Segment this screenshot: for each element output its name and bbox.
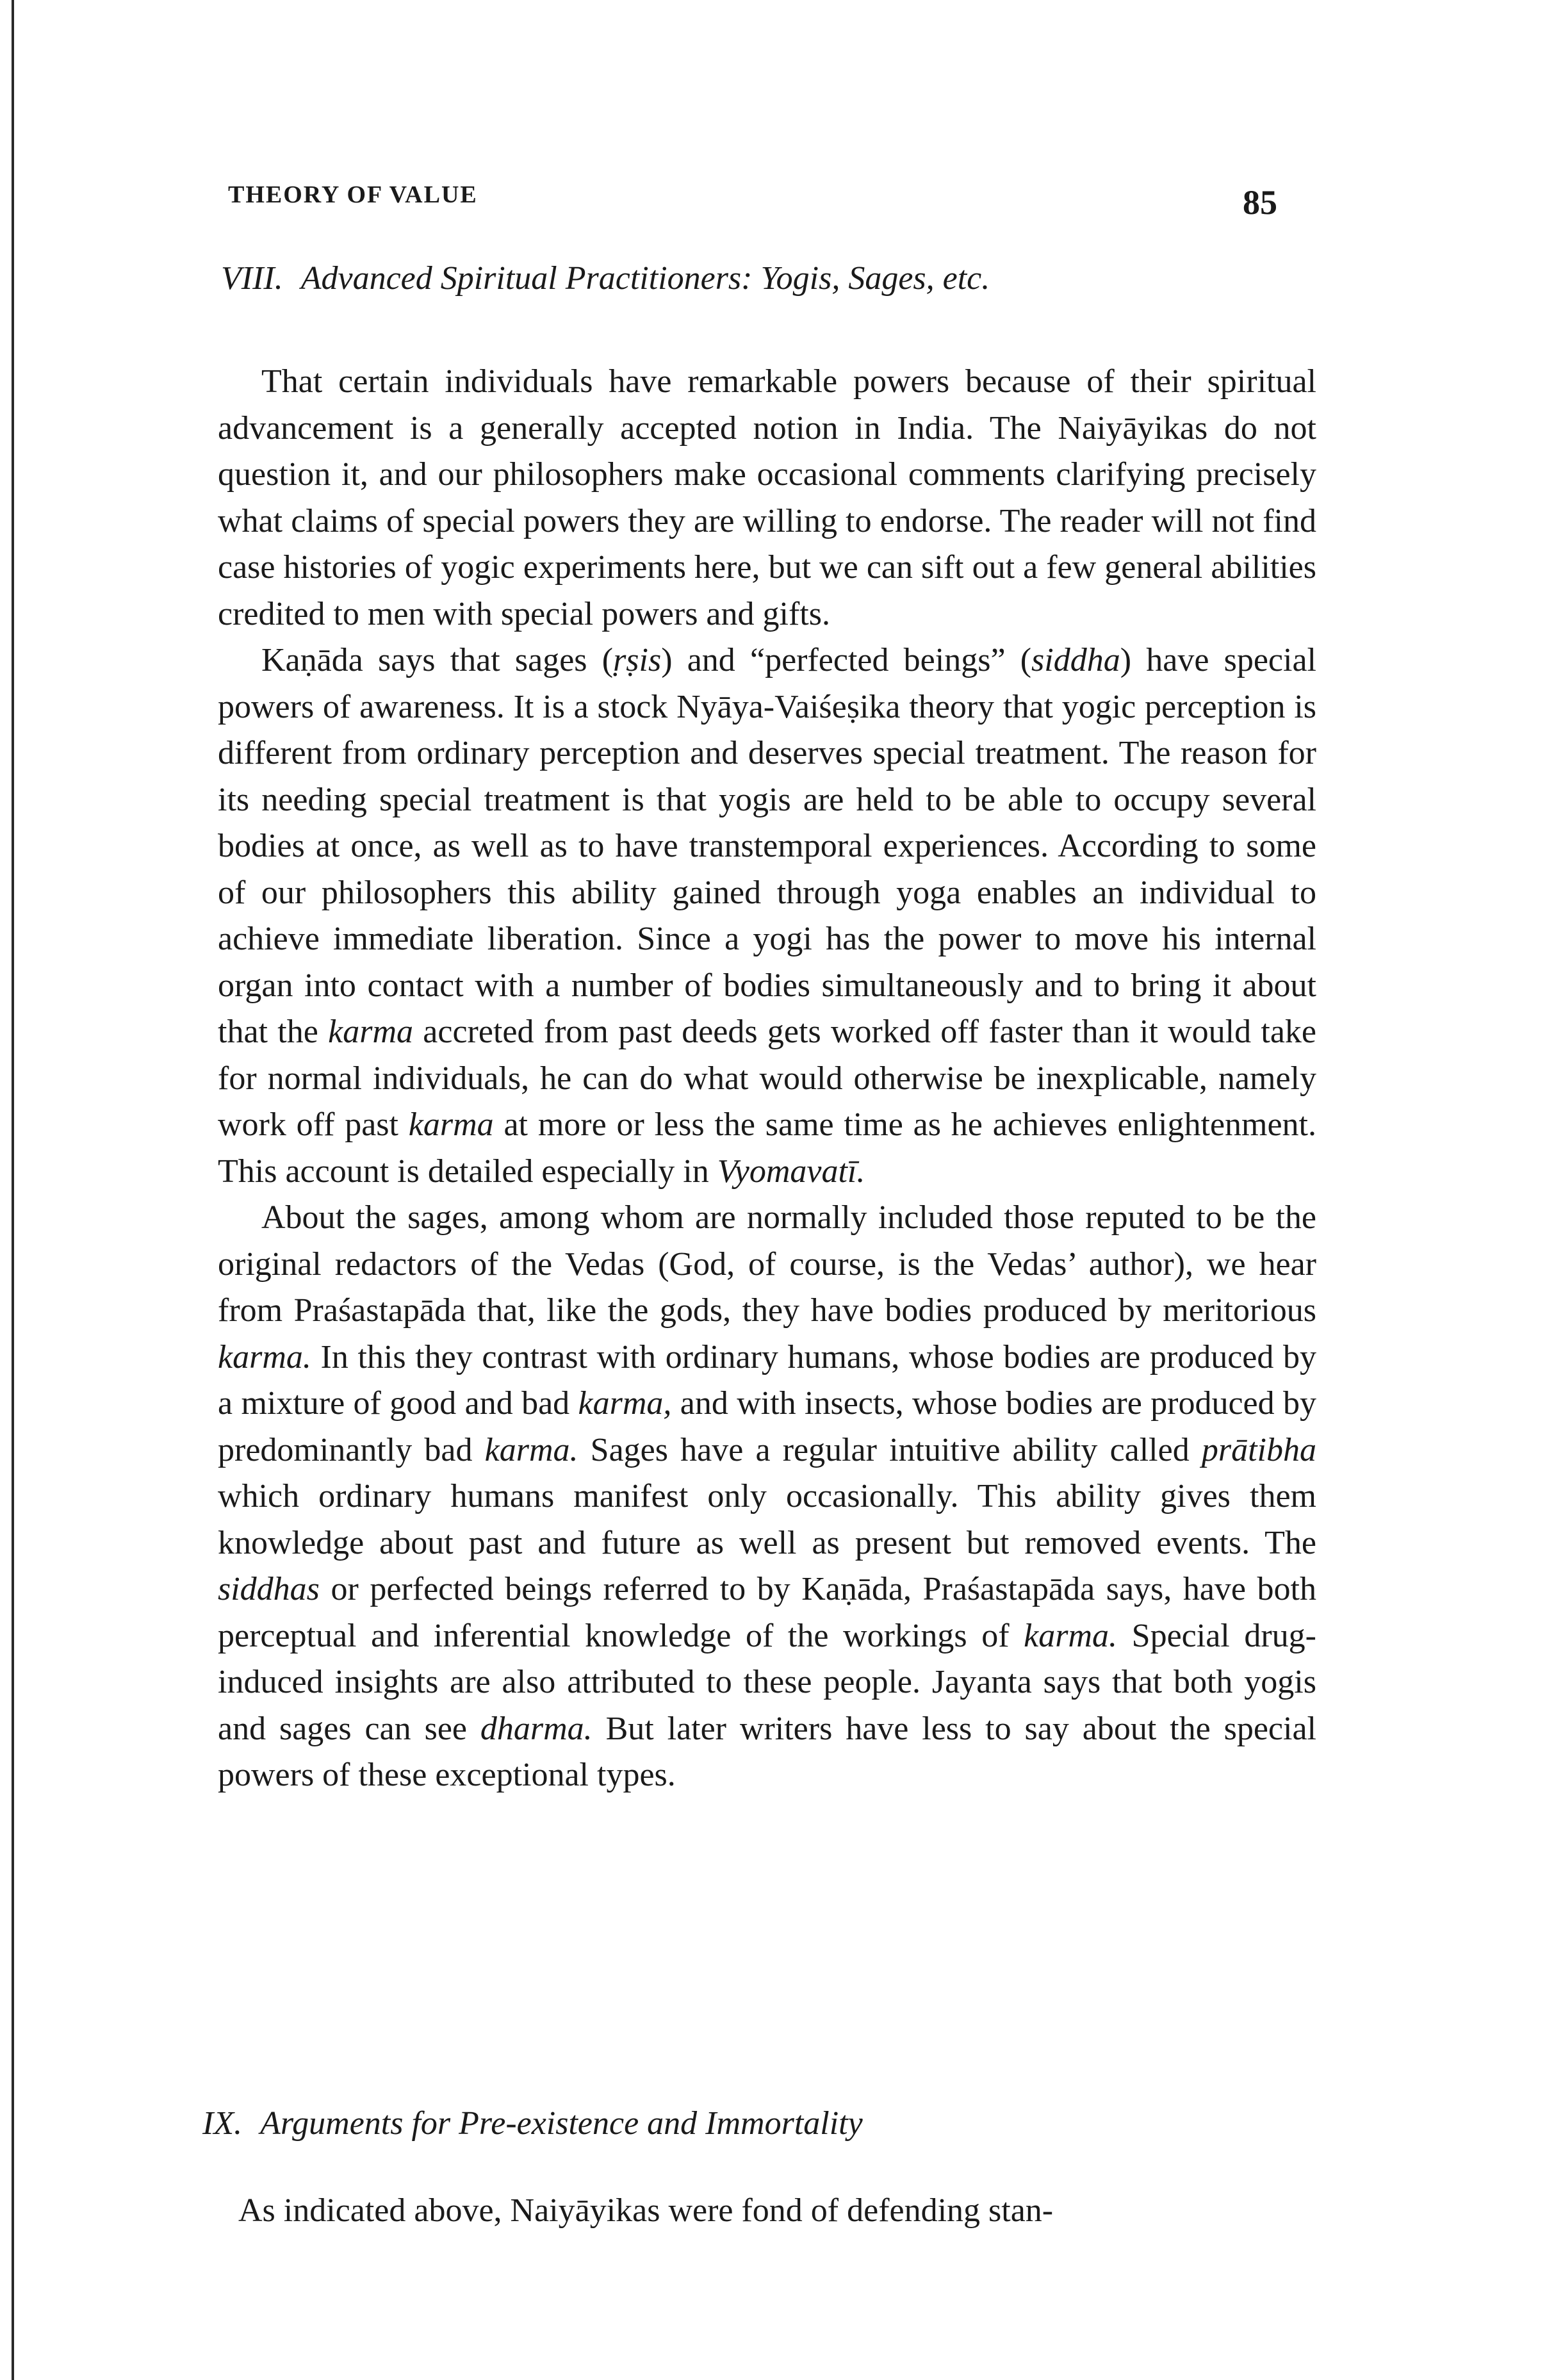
italic-term: karma. xyxy=(218,1338,311,1375)
paragraph-text: Kaṇāda says that sages ( xyxy=(261,642,614,678)
italic-term: prātibha xyxy=(1201,1431,1316,1468)
section-heading-ix xyxy=(202,2105,863,2142)
paragraph-text: ) and “perfected beings” ( xyxy=(661,642,1032,678)
italic-term: karma xyxy=(408,1106,494,1143)
section-title: Arguments for Pre-existence and Immortality xyxy=(260,2105,863,2142)
section-numeral: IX. xyxy=(202,2105,243,2142)
italic-term: siddhas xyxy=(218,1571,320,1607)
paragraph-text: But later writers have less to say about the special powers of these exceptional types. xyxy=(218,1710,1316,1793)
italic-term: siddha xyxy=(1031,642,1120,678)
paragraph-text: and with insects, whose bodies are produced by predominantly bad xyxy=(218,1385,1317,1468)
page-number: 85 xyxy=(1243,183,1277,222)
section-title: Advanced Spiritual Practitioners: Yogis, Sages, etc. xyxy=(300,260,990,297)
paragraph-text: Sages have a regular intuitive ability called xyxy=(578,1431,1202,1468)
italic-term: karma, xyxy=(578,1385,672,1422)
paragraph-text: accreted from past deeds gets worked off faster than it would take for normal individuals, he can do what would otherwise be inexplicable, namely work off past xyxy=(218,1014,1316,1143)
running-head: THEORY OF VALUE xyxy=(228,181,478,208)
paragraph-text: ) have special powers of awareness. It is a stock Nyāya-Vaiśeṣika theory that yogic perception is different from ordinary perception and deserves special treatment. The reason for its needing special treatment is that yogis are held to be able to occupy several bodies at once, as well as to have transtemporal experiences. According to some of our philosophers this ability gained through yoga enables an individual to achieve immediate liberation. Since a yogi has the power to move his internal organ into contact with a number of bodies simultaneously and to bring it about that the xyxy=(218,642,1316,1050)
paragraph-text: In this they contrast with ordinary humans, whose bodies are produced by a mixture of good and bad xyxy=(218,1338,1316,1422)
section-heading-viii xyxy=(221,259,990,297)
paragraph-text: About the sages, among whom are normally included those reputed to be the original redactors of the Vedas (God, of course, is the Vedas’ author), we hear from Praśastapāda that, like the gods, they have bodies produced by meritorious xyxy=(218,1199,1316,1329)
paragraph-text: at more or less the same time as he achieves enlightenment. This account is detailed especially in xyxy=(218,1106,1317,1190)
paragraph-text: Special drug-induced insights are also attributed to these people. Jayanta says that both yogis and sages can see xyxy=(218,1617,1316,1747)
italic-term: karma. xyxy=(1024,1617,1118,1654)
paragraph-text: As indicated above, Naiyāyikas were fond of defending stan- xyxy=(238,2192,1054,2229)
italic-term: karma xyxy=(328,1014,413,1050)
italic-term: ṛṣis xyxy=(613,642,662,678)
italic-term: dharma. xyxy=(480,1710,593,1747)
section-viii-body xyxy=(218,359,1316,1799)
paragraph-3 xyxy=(218,1195,1316,1799)
italic-term: Vyomavatī. xyxy=(717,1153,865,1190)
binding-edge-line xyxy=(12,0,14,2380)
paragraph-2 xyxy=(218,637,1316,1195)
italic-term: karma. xyxy=(484,1431,578,1468)
paragraph-text: which ordinary humans manifest only occasionally. This ability gives them knowledge about past and future as well as present but removed events. The xyxy=(218,1478,1316,1561)
paragraph-1 xyxy=(238,2188,1302,2235)
section-numeral: VIII. xyxy=(221,260,283,297)
paragraph-text: That certain individuals have remarkable powers because of their spiritual advancement is a generally accepted notion in India. The Naiyāyikas do not question it, and our philosophers make occasional comments clarifying precisely what claims of special powers they are willing to endorse. The reader will not find case histories of yogic experiments here, but we can sift out a few general abilities credited to men with special powers and gifts. xyxy=(218,363,1316,632)
paragraph-1 xyxy=(218,359,1316,637)
paragraph-text: or perfected beings referred to by Kaṇāda, Praśastapāda says, have both perceptual and inferential knowledge of the workings of xyxy=(218,1571,1316,1654)
section-ix-body xyxy=(238,2188,1302,2235)
